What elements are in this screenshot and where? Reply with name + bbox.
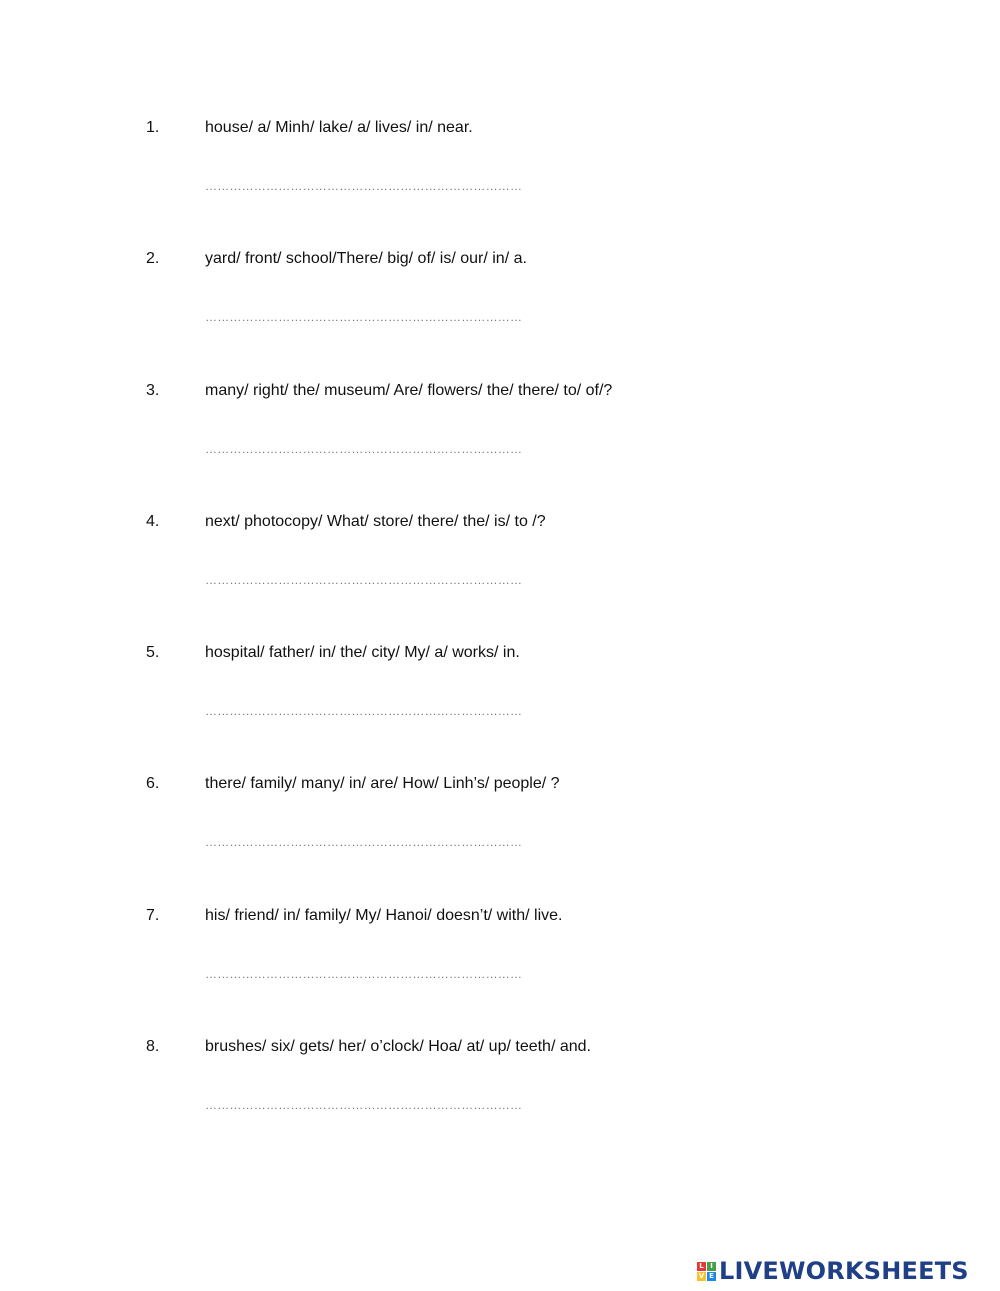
question-6 (0, 774, 1000, 894)
question-5 (0, 643, 1000, 763)
question-number: 8. (146, 1038, 160, 1055)
question-8 (0, 1037, 1000, 1157)
brand-name: LIVEWORKSHEETS (719, 1257, 969, 1285)
logo-tile-e: E (707, 1272, 716, 1281)
answer-input[interactable] (205, 1093, 545, 1117)
question-3 (0, 381, 1000, 501)
question-1 (0, 118, 1000, 238)
question-4 (0, 512, 1000, 632)
logo-tile-l: L (697, 1262, 706, 1271)
liveworksheets-branding (697, 1257, 969, 1285)
question-number: 3. (146, 382, 160, 399)
question-number: 6. (146, 775, 160, 792)
answer-input[interactable] (205, 830, 545, 854)
question-prompt: brushes/ six/ gets/ her/ o’clock/ Hoa/ at/ up/ teeth/ and. (205, 1038, 591, 1055)
question-prompt: hospital/ father/ in/ the/ city/ My/ a/ works/ in. (205, 644, 520, 661)
question-number: 1. (146, 119, 160, 136)
answer-input[interactable] (205, 305, 545, 329)
answer-input[interactable] (205, 699, 545, 723)
question-number: 5. (146, 644, 160, 661)
question-2 (0, 249, 1000, 369)
liveworksheets-logo-icon (697, 1262, 716, 1281)
question-prompt: there/ family/ many/ in/ are/ How/ Linh’s/ people/ ? (205, 775, 560, 792)
question-number: 4. (146, 513, 160, 530)
question-prompt: house/ a/ Minh/ lake/ a/ lives/ in/ near. (205, 119, 473, 136)
logo-tile-i: I (707, 1262, 716, 1271)
question-prompt: yard/ front/ school/There/ big/ of/ is/ our/ in/ a. (205, 250, 527, 267)
question-prompt: his/ friend/ in/ family/ My/ Hanoi/ doesn’t/ with/ live. (205, 907, 563, 924)
question-number: 7. (146, 907, 160, 924)
answer-input[interactable] (205, 437, 545, 461)
question-prompt: next/ photocopy/ What/ store/ there/ the/ is/ to /? (205, 513, 546, 530)
answer-input[interactable] (205, 568, 545, 592)
question-number: 2. (146, 250, 160, 267)
answer-input[interactable] (205, 962, 545, 986)
logo-tile-v: V (698, 1271, 705, 1280)
answer-input[interactable] (205, 174, 545, 198)
question-prompt: many/ right/ the/ museum/ Are/ flowers/ the/ there/ to/ of/? (205, 382, 613, 399)
question-7 (0, 906, 1000, 1026)
